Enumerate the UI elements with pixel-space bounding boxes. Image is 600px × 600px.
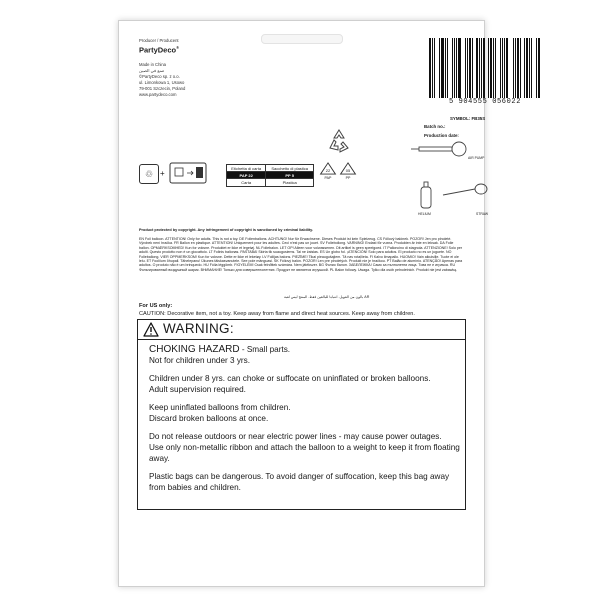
helium-tank-icon bbox=[419, 181, 433, 209]
arabic-warning: بالون من الفويل. انتباه! للبالغين فقط. المنتج ليس لعبة AR bbox=[284, 295, 370, 299]
registered-mark: ® bbox=[176, 45, 180, 50]
choking-hazard-age: Not for children under 3 yrs. bbox=[149, 356, 251, 365]
address-line-2: ul. Limonkowa 1, Usowo bbox=[139, 80, 185, 85]
plus-sign-icon: + bbox=[160, 169, 165, 178]
made-in: Made in China bbox=[139, 62, 167, 67]
warning-p4-line1: Do not release outdoors or near electric power lines - may cause power outages. bbox=[149, 432, 442, 441]
choking-hazard-head: CHOKING HAZARD bbox=[149, 344, 240, 355]
resin-label-pp: PP bbox=[345, 176, 351, 180]
website: www.partydeco.com bbox=[139, 92, 177, 97]
address-line-1: ©PartyDeco sp. z o.o. bbox=[139, 74, 180, 79]
table-material-plastic: Plastica bbox=[266, 179, 314, 186]
warning-p5-line1: Plastic bags can be dangerous. To avoid danger of suffocation, keep this bag away bbox=[149, 472, 450, 481]
straw-label: STRAW bbox=[476, 212, 489, 216]
trash-bin-icon: ♲ bbox=[139, 164, 159, 184]
resin-number-pap: 22 bbox=[325, 168, 331, 173]
multilingual-warnings: EN Foil balloon. ATTENTION! Only for adults. This is not a toy. DE Folienballons. ACHTUNG! Nur für Erwachsene. Dieses Produkt ist kein Spielzeug. CS Fóliový balónek. POZOR! Jen pro plnoleté. Výrobek není hračka. FR Ballon en plastique. ATTENTION! Uniquement pour les adultes. Ceci n'est pas un jouet. SV Foliebollong. VARNING! Endast för vuxna. Produkten är inte en leksak. DA Folie ballon. OPMÆRKSOMHED! Kun for voksne. Produktet er ikke et legetøj. NL Foliebalon. LET OP! Alleen voor volwassenen. Dit artikel is geen speelgoed. IT Palloncino di stagnola. ATTENZIONE! Solo per adulti. Questo prodotto non è un giocattolo. LT Folinis balionas. PASTABA! Skirta tik suaugusiems. Tai ne žaislas. ES Un globo fol. ¡ATENCIÓN! Solo para adultos. El producto no es un juguete. NO Folieballong. VIER OPPMERKSOM! Kun for voksne. Dette er ikke et leketøy. LV Foliijas balons. PIEZĪME! Tikai pieaugušajiem. Tā nav rotaļlieta. FI Kalvo ilmapallo. HUOMIO! Vain aikuisille. Tuote ei ole lelu. ET Fooliium õhupall. Tähelepanu! Ükunes täiskasvanutele. See pole mänguasi. SK Fóliový balón. POZOR! Len pre plnoletých. Produkt nie je hračkou. PT Balão de alumínio. ATENÇÃO! Apenas para adultos. O produto não é um brinquedo. HU Fólia léggömb. FIGYELEM! Csak felnőttek számára. Nem játékszer. BG Фолио балон. ЗАБЕЛЕЖКА! Само за пълнолетни лица. Това не е играчка. RU Фольгированный воздушный шарик. ВНИМАНИЕ! Только для совершеннолетних. Продукт не является игрушкой. PL Balon foliowy. Uwaga. Tylko dla osób pełnoletnich. Produkt nie jest zabawką. bbox=[139, 237, 463, 272]
recycle-icon bbox=[324, 126, 354, 156]
us-only-heading: For US only: bbox=[139, 303, 173, 309]
product-card-back bbox=[118, 20, 521, 587]
brand-name bbox=[139, 46, 179, 55]
warning-p3-line1: Keep uninflated balloons from children. bbox=[149, 403, 291, 412]
producer-label: Producer / Producent bbox=[139, 38, 179, 43]
product-symbol: SYMBOL: FB35S bbox=[450, 116, 486, 121]
warning-p2-line2: Adult supervision required. bbox=[149, 385, 246, 394]
table-code-paper: PAP 22 bbox=[227, 172, 266, 179]
made-in-arabic: صنع في الصين bbox=[139, 68, 165, 73]
straw-icon bbox=[441, 183, 489, 199]
resin-label-pap: PAP bbox=[324, 176, 332, 180]
resin-code-pp bbox=[339, 162, 357, 180]
barcode bbox=[429, 38, 541, 108]
packaging-material-table bbox=[226, 164, 314, 187]
barcode-bars bbox=[429, 38, 541, 98]
us-caution-text: CAUTION: Decorative item, not a toy. Keep away from flame and direct heat sources. Keep away from children. bbox=[139, 311, 415, 317]
warning-p3-line2: Discard broken balloons at once. bbox=[149, 414, 269, 423]
warning-p4-line2: Use only non-metallic ribbon and attach the balloon to a weight to keep it from floating bbox=[149, 443, 460, 452]
sorting-icon bbox=[169, 162, 207, 184]
copyright-notice: Product protected by copyright. Any infringement of copyright is sanctioned by criminal liability. bbox=[139, 228, 314, 232]
resin-code-pap bbox=[319, 162, 337, 180]
warning-p4-line3: away. bbox=[149, 454, 170, 463]
warning-title: WARNING: bbox=[163, 321, 234, 336]
warning-header bbox=[138, 320, 465, 340]
production-date-label: Production date: bbox=[424, 133, 459, 138]
warning-box bbox=[137, 319, 466, 510]
barcode-number: 5 904555 056022 bbox=[448, 98, 521, 106]
helium-label: HELIUM bbox=[418, 212, 431, 216]
table-material-paper: Carta bbox=[227, 179, 266, 186]
choking-hazard-line bbox=[149, 344, 290, 356]
table-header-plastic: Sacchetto di plastica bbox=[266, 165, 314, 172]
air-pump-label: AIR PUMP bbox=[468, 156, 485, 160]
hang-hole bbox=[261, 34, 343, 44]
warning-p5-line2: from babies and children. bbox=[149, 483, 241, 492]
table-code-plastic: PP 5 bbox=[266, 172, 314, 179]
choking-hazard-tail: - Small parts. bbox=[239, 345, 291, 354]
table-header-paper: Etichetta di carta bbox=[227, 165, 266, 172]
air-pump-icon bbox=[409, 139, 469, 159]
batch-number-label: Batch no.: bbox=[424, 124, 446, 129]
warning-triangle-icon bbox=[143, 322, 159, 337]
warning-p2-line1: Children under 8 yrs. can choke or suffocate on uninflated or broken balloons. bbox=[149, 374, 431, 383]
brand-text: PartyDeco bbox=[139, 45, 177, 55]
address-line-3: 79-001 Szczecin, Poland bbox=[139, 86, 186, 91]
resin-number-pp: 05 bbox=[345, 168, 351, 173]
